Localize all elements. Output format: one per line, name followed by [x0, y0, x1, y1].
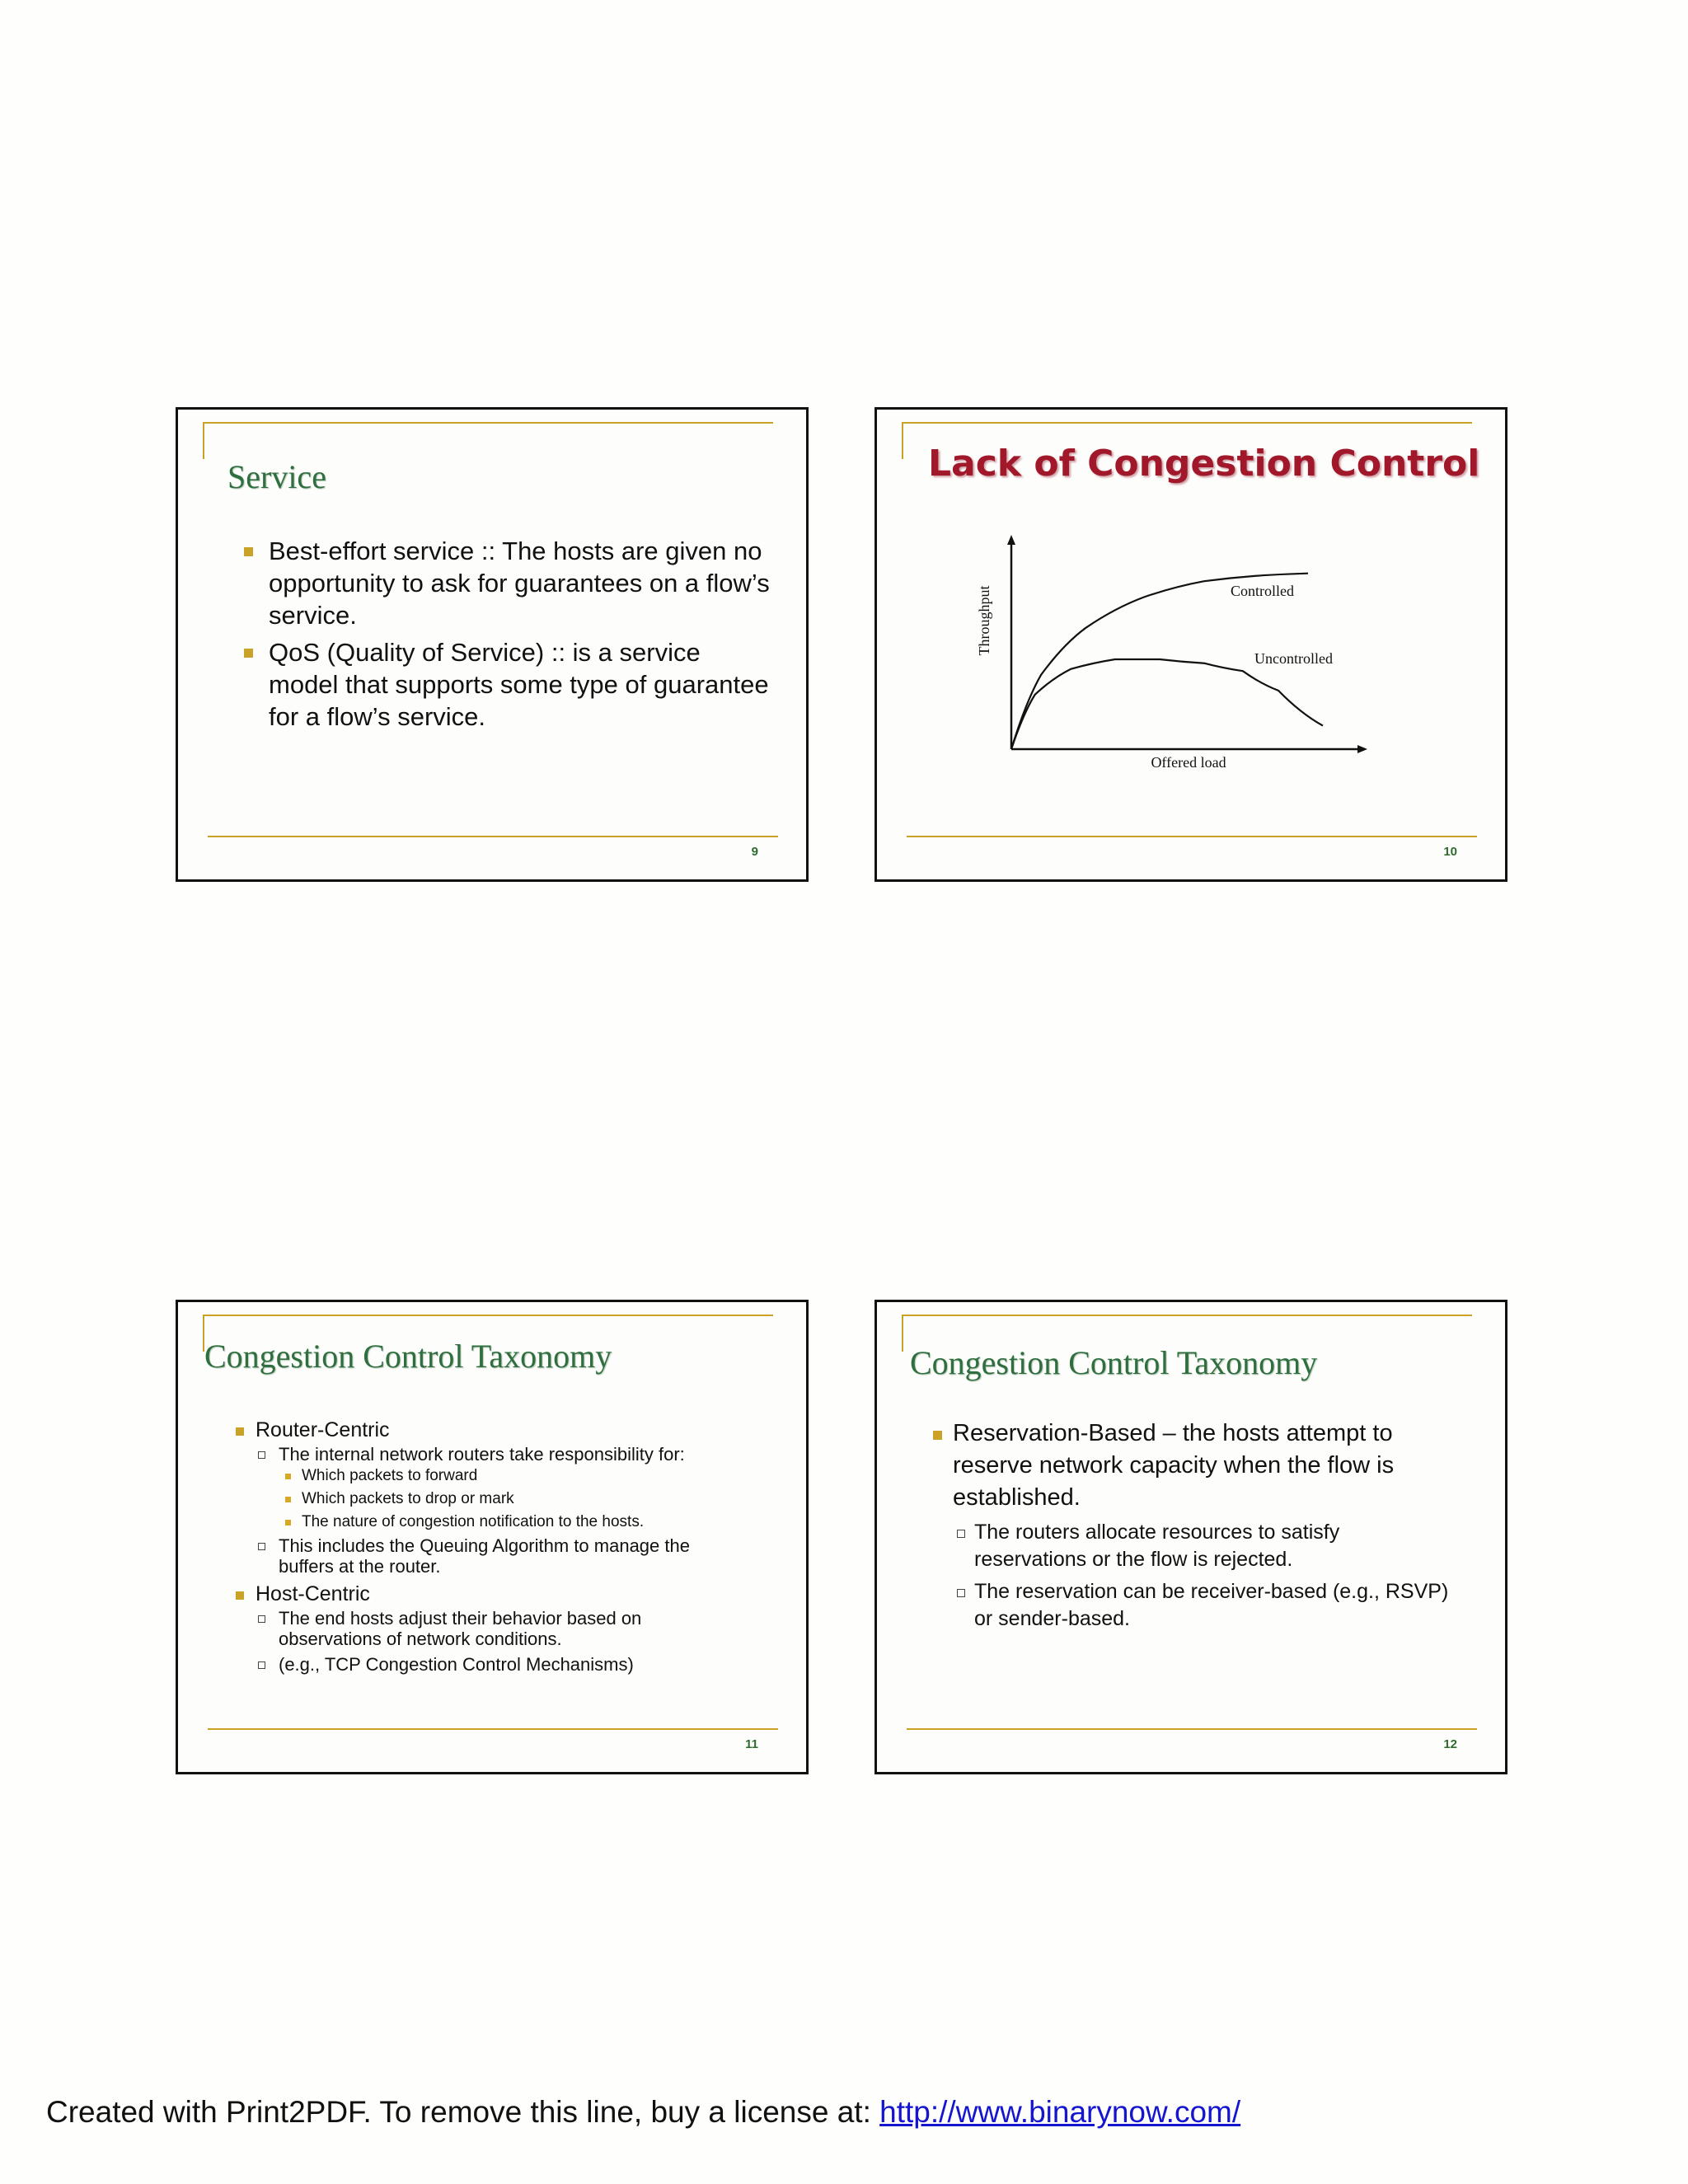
binarynow-link[interactable]: http://www.binarynow.com/ — [879, 2095, 1241, 2129]
bullet-list — [229, 1418, 773, 1675]
frame-line-top — [902, 1315, 1472, 1316]
print2pdf-footer — [46, 2095, 1240, 2130]
slide-title: Lack of Congestion Control — [928, 443, 1480, 485]
frame-line-bottom — [907, 836, 1477, 837]
sub-bullet: The internal network routers take responsibility for: — [229, 1444, 773, 1465]
sub-sub-bullet: Which packets to forward — [229, 1465, 773, 1488]
frame-line-top — [203, 1315, 773, 1316]
bullet-router-centric: Router-Centric — [229, 1418, 773, 1442]
sub-bullet: This includes the Queuing Algorithm to manage the buffers at the router. — [229, 1535, 740, 1577]
slide-number: 12 — [1443, 1737, 1457, 1751]
sub-bullet: The reservation can be receiver-based (e.g., RSVP) or sender-based. — [928, 1578, 1461, 1633]
slide-9 — [176, 407, 809, 882]
slide-number: 11 — [745, 1737, 758, 1751]
series-line-uncontrolled — [1011, 659, 1323, 749]
bullet-list — [226, 535, 770, 738]
sub-bullet: The end hosts adjust their behavior based on observations of network conditions. — [229, 1608, 707, 1649]
bullet-reservation-based: Reservation-Based – the hosts attempt to reserve network capacity when the flow is established. — [928, 1418, 1464, 1514]
y-axis-arrow — [1007, 535, 1015, 545]
series-label-uncontrolled: Uncontrolled — [1254, 650, 1333, 667]
bullet-item: Best-effort service :: The hosts are given no opportunity to ask for guarantees on a flow’s service. — [226, 535, 770, 631]
frame-line-bottom — [208, 1728, 778, 1730]
slide-10 — [874, 407, 1507, 882]
slide-number: 10 — [1443, 845, 1457, 859]
sub-bullet: (e.g., TCP Congestion Control Mechanisms) — [229, 1654, 773, 1675]
series-label-controlled: Controlled — [1231, 583, 1294, 599]
bullet-item: QoS (Quality of Service) :: is a service model that supports some type of guarantee for a flow’s service. — [226, 636, 770, 733]
bullet-host-centric: Host-Centric — [229, 1582, 773, 1606]
frame-line-bottom — [208, 836, 778, 837]
sub-sub-bullet: The nature of congestion notification to the hosts. — [229, 1511, 773, 1534]
slide-12 — [874, 1300, 1507, 1774]
slide-title: Congestion Control Taxonomy — [910, 1344, 1318, 1381]
x-axis-label: Offered load — [1151, 754, 1226, 771]
slide-number: 9 — [751, 845, 758, 859]
y-axis-label: Throughput — [976, 585, 992, 656]
frame-line-left — [902, 1315, 903, 1352]
x-axis-arrow — [1357, 745, 1367, 753]
footer-text: Created with Print2PDF. To remove this line, buy a license at: — [46, 2095, 880, 2129]
slide-11 — [176, 1300, 809, 1774]
bullet-list — [928, 1418, 1472, 1633]
sub-sub-bullet: Which packets to drop or mark — [229, 1488, 773, 1511]
frame-line-top — [203, 422, 773, 424]
congestion-chart — [877, 410, 1510, 884]
slide-title: Congestion Control Taxonomy — [204, 1338, 612, 1375]
frame-line-bottom — [907, 1728, 1477, 1730]
slide-title: Service — [227, 458, 326, 495]
sub-bullet: The routers allocate resources to satisfy reservations or the flow is rejected. — [928, 1519, 1436, 1573]
frame-line-left — [203, 422, 204, 459]
